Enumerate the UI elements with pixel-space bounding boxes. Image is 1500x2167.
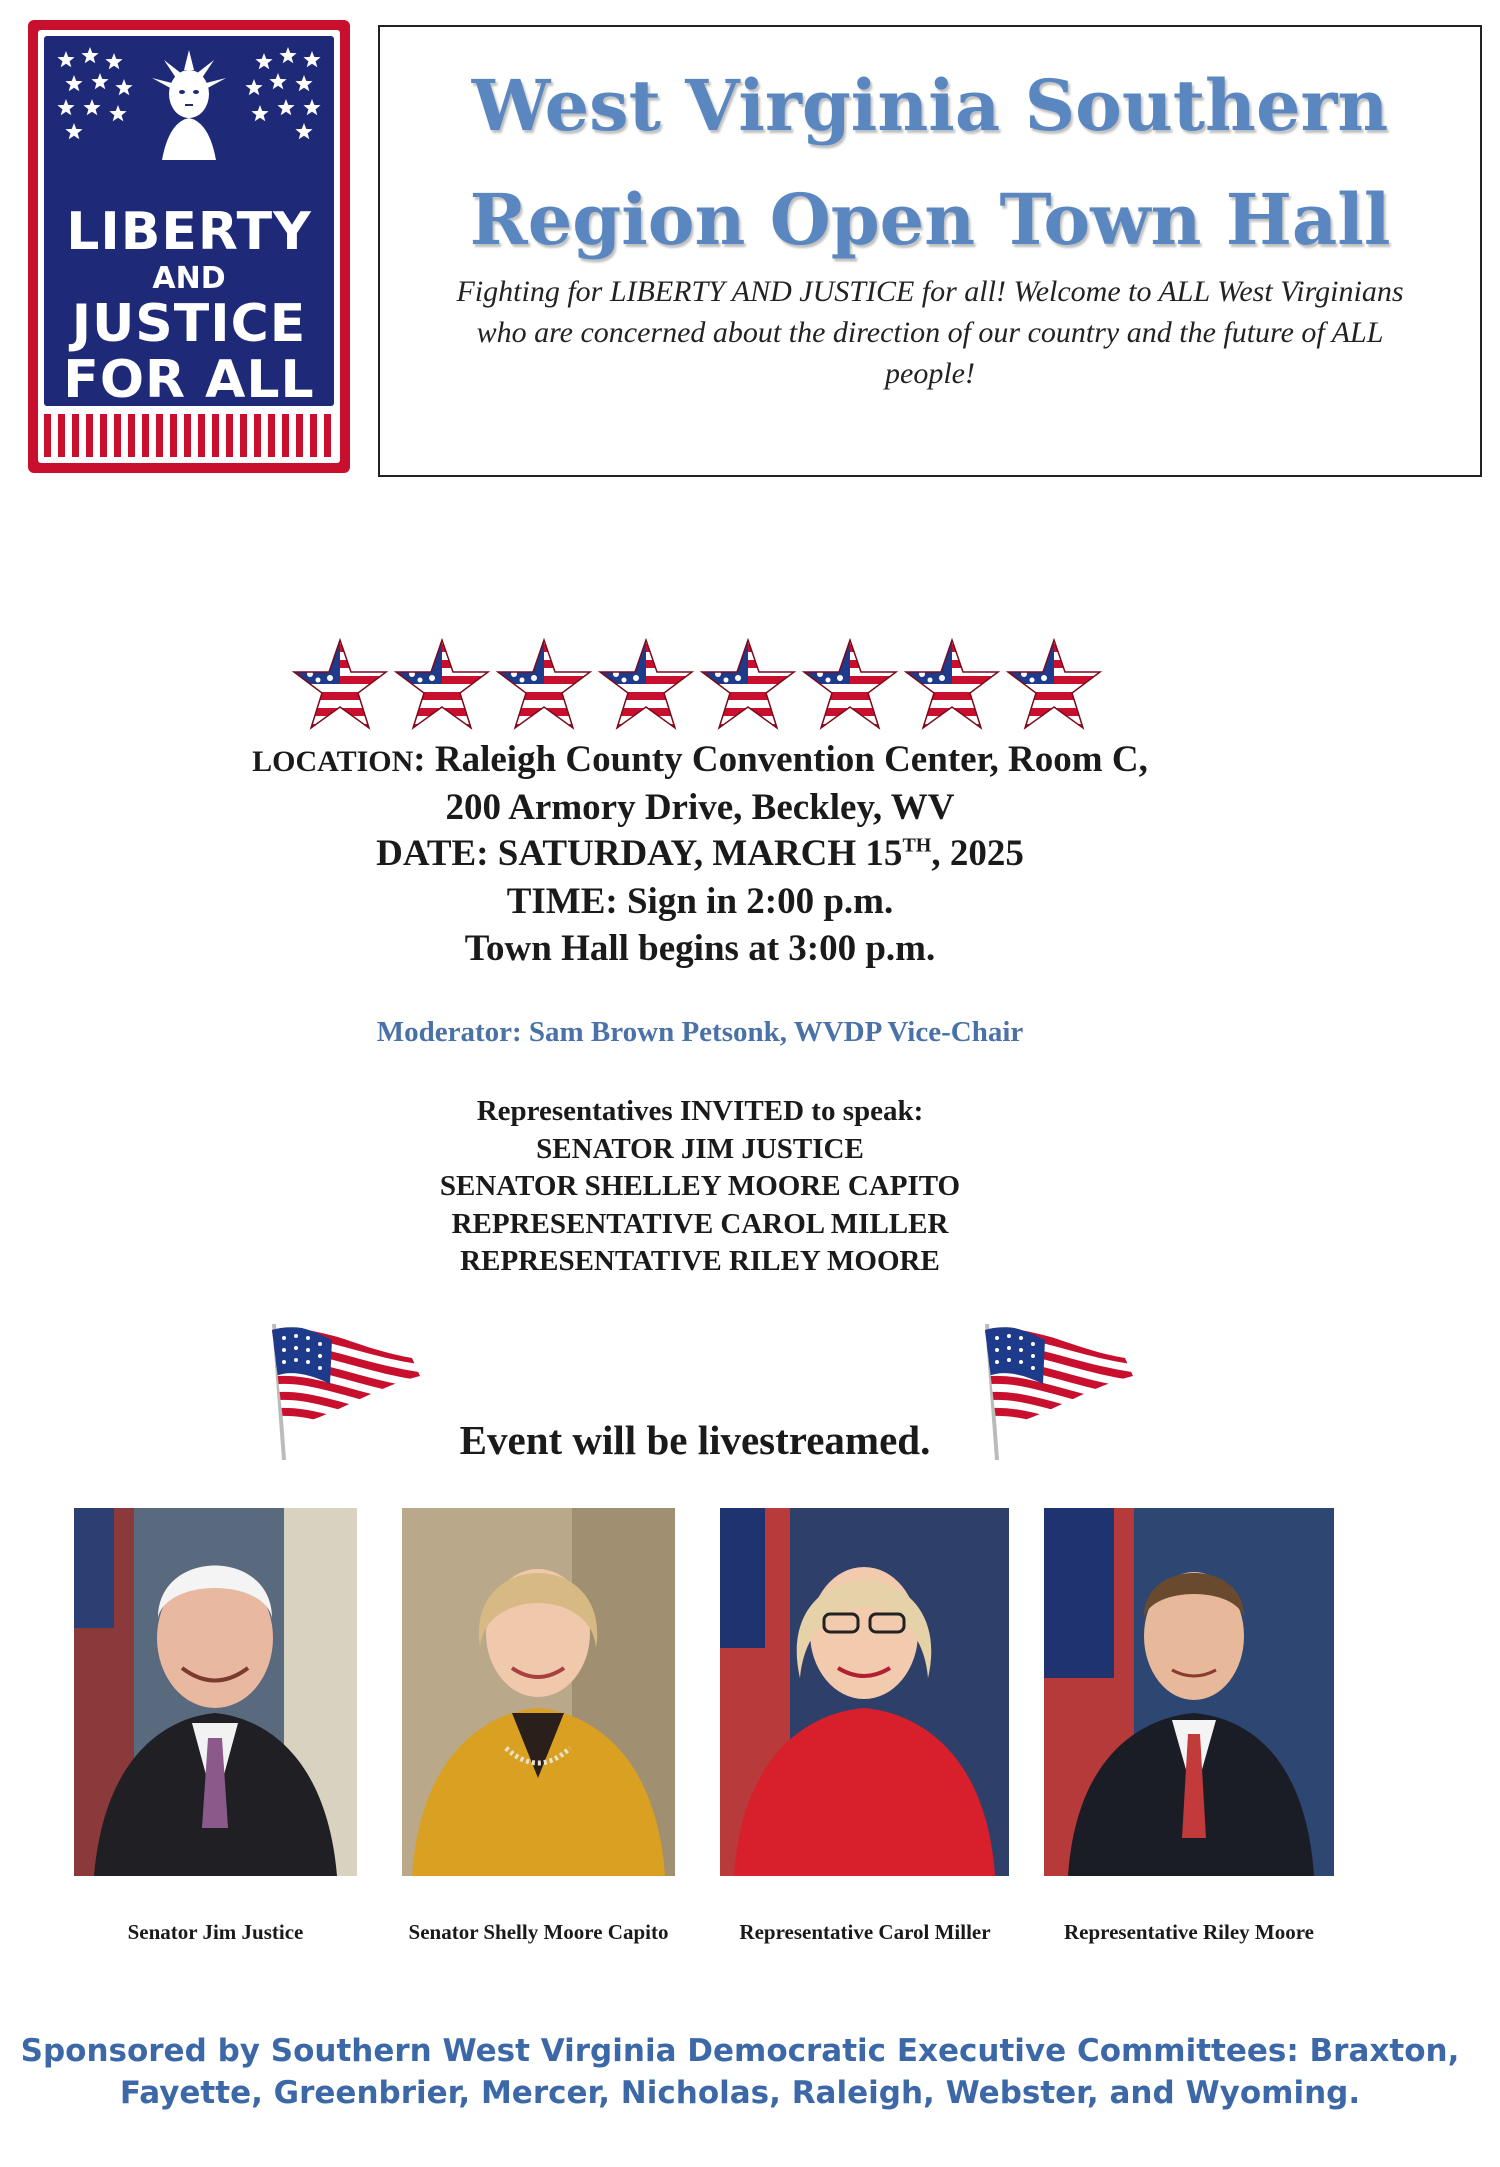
logo-text-liberty: LIBERTY	[66, 202, 312, 262]
liberty-justice-logo	[28, 20, 350, 473]
livestream-notice: Event will be livestreamed.	[459, 1417, 931, 1463]
date-suffix-ordinal: TH	[902, 834, 932, 857]
tagline-line-3: people!	[885, 357, 975, 390]
representatives-heading: Representatives INVITED to speak:	[476, 1095, 924, 1127]
tagline-line-1: Fighting for LIBERTY AND JUSTICE for all! Welcome to ALL West Virginians	[456, 275, 1404, 308]
logo-text-for-all: FOR ALL	[63, 350, 315, 410]
logo-star-icon	[65, 75, 82, 91]
logo-star-icon	[303, 99, 320, 115]
tagline	[400, 271, 1460, 394]
logo-star-icon	[57, 99, 74, 115]
patriotic-star-icon	[698, 636, 808, 732]
patriotic-stars-row	[290, 636, 1110, 736]
representative-item: REPRESENTATIVE CAROL MILLER	[451, 1207, 949, 1240]
logo-star-icon	[255, 53, 272, 69]
statue-of-liberty-icon	[44, 42, 334, 162]
sponsor-line-2: Fayette, Greenbrier, Mercer, Nicholas, Raleigh, Webster, and Wyoming.	[119, 2075, 1361, 2111]
patriotic-star-icon	[494, 636, 604, 732]
patriotic-star-icon	[290, 636, 400, 732]
logo-stripes	[44, 414, 334, 457]
photo-caption: Senator Shelly Moore Capito	[408, 1920, 669, 1944]
representative-item: SENATOR JIM JUSTICE	[536, 1132, 864, 1165]
page-title	[380, 49, 1480, 277]
patriotic-star-icon	[800, 636, 910, 732]
logo-star-icon	[279, 47, 296, 63]
event-date	[0, 832, 1400, 875]
sponsor-text	[0, 2030, 1480, 2114]
patriotic-star-icon	[1004, 636, 1110, 732]
event-location	[0, 738, 1400, 781]
representative-item: REPRESENTATIVE RILEY MOORE	[460, 1245, 940, 1277]
logo-star-icon	[303, 51, 320, 67]
photo-caption: Representative Riley Moore	[1064, 1920, 1314, 1944]
header-box	[378, 25, 1482, 477]
logo-star-icon	[295, 123, 312, 139]
logo-star-icon	[295, 75, 312, 91]
event-time: TIME: Sign in 2:00 p.m.	[506, 881, 894, 922]
representative-item: SENATOR SHELLEY MOORE CAPITO	[439, 1170, 961, 1202]
logo-star-icon	[109, 105, 126, 121]
logo-star-icon	[105, 53, 122, 69]
event-address: 200 Armory Drive, Beckley, WV	[445, 787, 955, 828]
location-value: : Raleigh County Convention Center, Room C,	[413, 739, 1148, 780]
patriotic-star-icon	[596, 636, 706, 732]
logo-star-icon	[245, 79, 262, 95]
title-line-2: Region Open Town Hall	[469, 178, 1391, 261]
event-begins: Town Hall begins at 3:00 p.m.	[464, 928, 936, 969]
location-label: LOCATION	[252, 745, 414, 778]
tagline-line-2: who are concerned about the direction of our country and the future of ALL	[476, 316, 1384, 349]
logo-star-icon	[269, 73, 286, 89]
patriotic-star-icon	[392, 636, 502, 732]
photo-caption: Representative Carol Miller	[739, 1920, 991, 1944]
logo-star-icon	[251, 105, 268, 121]
logo-text-justice: JUSTICE	[71, 294, 307, 354]
portrait-carol-miller	[720, 1508, 1009, 1876]
title-line-1: West Virginia Southern	[471, 64, 1389, 147]
photo-caption: Senator Jim Justice	[127, 1920, 304, 1944]
patriotic-star-icon	[902, 636, 1012, 732]
portrait-riley-moore	[1044, 1508, 1334, 1876]
logo-star-icon	[91, 73, 108, 89]
logo-star-icon	[83, 99, 100, 115]
portrait-jim-justice	[74, 1508, 357, 1876]
date-year: , 2025	[931, 833, 1024, 874]
logo-star-icon	[57, 51, 74, 67]
logo-text-and: AND	[152, 261, 226, 296]
logo-star-icon	[277, 99, 294, 115]
sponsor-line-1: Sponsored by Southern West Virginia Democratic Executive Committees: Braxton,	[20, 2033, 1460, 2069]
logo-star-icon	[81, 47, 98, 63]
portrait-shelley-moore-capito	[402, 1508, 675, 1876]
logo-star-icon	[115, 79, 132, 95]
date-prefix: DATE: SATURDAY, MARCH 15	[376, 833, 903, 874]
logo-star-icon	[65, 123, 82, 139]
moderator: Moderator: Sam Brown Petsonk, WVDP Vice-Chair	[376, 1016, 1024, 1048]
representatives-block	[0, 1093, 1400, 1281]
